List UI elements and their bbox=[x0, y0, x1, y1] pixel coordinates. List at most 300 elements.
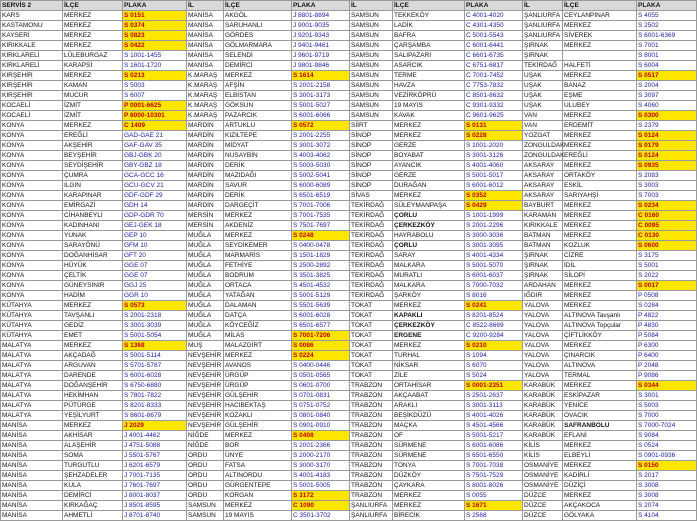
district-cell: AHMETLİ bbox=[63, 511, 123, 521]
district-cell: SEYDİŞEHİR bbox=[63, 161, 123, 171]
province-cell: KONYA bbox=[1, 181, 63, 191]
district-cell: SÜLEYMANPAŞA bbox=[393, 201, 465, 211]
province-cell: ORDU bbox=[187, 451, 224, 461]
district-cell: KADİRLİ bbox=[563, 471, 637, 481]
district-cell: MERKEZ bbox=[563, 201, 637, 211]
district-cell: GERZE bbox=[393, 171, 465, 181]
plate-cell: S 1001-1455 bbox=[123, 51, 187, 61]
district-cell: ESKİPAZAR bbox=[563, 391, 637, 401]
province-cell: KARABÜK bbox=[523, 391, 563, 401]
plate-cell: J 4001-4462 bbox=[123, 431, 187, 441]
district-cell: ÇORLU bbox=[393, 241, 465, 251]
plate-cell: S 1614 bbox=[292, 71, 350, 81]
plate-cell: S 0086 bbox=[292, 341, 350, 351]
plate-cell: C 4301-4350 bbox=[465, 21, 523, 31]
plate-cell: S 3000-3170 bbox=[292, 461, 350, 471]
plate-cell: J 8501-8595 bbox=[123, 501, 187, 511]
province-cell: NEVŞEHİR bbox=[187, 381, 224, 391]
district-cell: DARGEÇİT bbox=[224, 201, 292, 211]
province-cell: KARABÜK bbox=[523, 411, 563, 421]
province-cell: ŞANLIURFA bbox=[350, 511, 393, 521]
district-cell: İZMİT bbox=[63, 111, 123, 121]
province-cell: SİNOP bbox=[350, 131, 393, 141]
district-cell: ULUBEY bbox=[563, 101, 637, 111]
district-cell: KAPAKLI bbox=[393, 311, 465, 321]
province-cell: ZONGULDAK bbox=[524, 142, 565, 149]
province-cell: TEKİRDAĞ bbox=[350, 261, 393, 271]
province-cell: ORDU bbox=[187, 491, 224, 501]
plate-cell: S 1501-1829 bbox=[292, 251, 350, 261]
district-cell: MERKEZ bbox=[63, 301, 123, 311]
province-cell: TOKAT bbox=[350, 301, 393, 311]
province-cell: MANİSA bbox=[187, 11, 224, 21]
plate-cell: J 9001-9035 bbox=[292, 21, 350, 31]
district-cell: SALIPAZARI bbox=[393, 51, 465, 61]
plate-cell: S 0224 bbox=[292, 351, 350, 361]
table-row bbox=[1, 51, 697, 61]
plate-cell: S 3175 bbox=[637, 251, 697, 261]
province-cell: ŞANLIURFA bbox=[523, 21, 563, 31]
district-cell: YUNAK bbox=[63, 231, 123, 241]
district-cell: HÜYÜK bbox=[63, 261, 123, 271]
district-cell: SARUHANLI bbox=[224, 21, 292, 31]
province-cell: KIRIKKALE bbox=[1, 41, 63, 51]
province-cell: KARABÜK bbox=[523, 381, 563, 391]
district-cell: ORTAKÖY bbox=[563, 171, 637, 181]
district-cell: MERKEZ bbox=[563, 141, 637, 151]
province-cell: SAMSUN bbox=[350, 11, 393, 21]
plate-cell: C 9200-9284 bbox=[465, 331, 523, 341]
column-header: SERVİS 2 bbox=[1, 1, 63, 11]
table-row bbox=[1, 341, 697, 351]
plate-cell: S 5001-5027 bbox=[292, 101, 350, 111]
plate-cell: S 0151 bbox=[123, 11, 187, 21]
district-cell: ALAŞEHİR bbox=[63, 441, 123, 451]
plate-cell: C 6001-6441 bbox=[465, 41, 523, 51]
district-cell: KAVAK bbox=[393, 111, 465, 121]
plate-cell: S 7001-7006 bbox=[292, 201, 350, 211]
district-cell: EMİRGAZİ bbox=[63, 201, 123, 211]
plate-cell: S 1001-2020 bbox=[465, 141, 523, 151]
table-row bbox=[1, 381, 697, 391]
plate-cell: P 4822 bbox=[637, 311, 697, 321]
province-cell: KONYA bbox=[1, 231, 63, 241]
table-row bbox=[1, 121, 697, 131]
plate-cell: S 3172 bbox=[292, 491, 350, 501]
province-cell: TRABZON bbox=[350, 411, 393, 421]
plate-cell: S 5001-5129 bbox=[292, 291, 350, 301]
table-row bbox=[1, 431, 697, 441]
district-cell: GERZE bbox=[393, 141, 465, 151]
plate-cell: S 1368 bbox=[123, 341, 187, 351]
plate-cell: C 0095 bbox=[637, 221, 697, 231]
district-cell: LÜLEBURGAZ bbox=[63, 51, 123, 61]
plate-cell: S 5001-5054 bbox=[123, 331, 187, 341]
district-cell: BOYABAT bbox=[393, 151, 465, 161]
province-cell: SİİRT bbox=[350, 121, 393, 131]
district-cell: MERKEZ bbox=[563, 231, 637, 241]
table-row bbox=[1, 21, 697, 31]
plate-cell: S 0517 bbox=[637, 71, 697, 81]
plate-cell: S 2022 bbox=[637, 271, 697, 281]
province-cell: BATMAN bbox=[523, 241, 563, 251]
province-cell: MANİSA bbox=[187, 21, 224, 31]
table-row bbox=[1, 331, 697, 341]
plate-cell: S 4060 bbox=[637, 101, 697, 111]
plate-cell: J 7001-7135 bbox=[123, 471, 187, 481]
plate-cell: S 5002-5041 bbox=[292, 171, 350, 181]
province-cell: KARAMAN bbox=[523, 211, 563, 221]
plate-cell: S 0400-0446 bbox=[292, 361, 350, 371]
plate-cell: S 7003 bbox=[637, 191, 697, 201]
plate-cell: J 9601-9719 bbox=[292, 51, 350, 61]
district-cell: BİRECİK bbox=[393, 511, 465, 521]
province-cell: TEKİRDAĞ bbox=[350, 281, 393, 291]
district-cell: MERKEZ bbox=[224, 231, 292, 241]
province-cell: AKSARAY bbox=[523, 171, 563, 181]
table-row bbox=[1, 71, 697, 81]
district-cell: AKÇAKOCA bbox=[563, 501, 637, 511]
plate-cell: S 7001-7038 bbox=[465, 461, 523, 471]
province-cell: DÜZCE bbox=[523, 491, 563, 501]
plate-cell: S 7501-7529 bbox=[465, 471, 523, 481]
province-cell: MANİSA bbox=[187, 31, 224, 41]
district-cell: MİDYAT bbox=[224, 141, 292, 151]
district-cell: MERKEZ bbox=[63, 41, 123, 51]
plate-cell: S 0213 bbox=[123, 71, 187, 81]
table-row bbox=[1, 461, 697, 471]
province-cell: MUĞLA bbox=[187, 291, 224, 301]
plate-cell: S 0408 bbox=[292, 431, 350, 441]
plate-cell: S 0179 bbox=[637, 141, 697, 151]
district-cell: ELBEYLİ bbox=[563, 451, 637, 461]
province-cell: KİLİS bbox=[523, 441, 563, 451]
province-cell: TEKİRDAĞ bbox=[350, 291, 393, 301]
province-cell: UŞAK bbox=[523, 101, 563, 111]
district-cell: KARAPINAR bbox=[63, 191, 123, 201]
district-cell: MERKEZ bbox=[63, 21, 123, 31]
table-row bbox=[1, 401, 697, 411]
plate-cell: J 9201-9343 bbox=[292, 31, 350, 41]
province-cell: TRABZON bbox=[350, 451, 393, 461]
district-cell: MERKEZ bbox=[563, 441, 637, 451]
district-cell: MERKEZ bbox=[393, 491, 465, 501]
plate-cell: S 0017 bbox=[637, 281, 697, 291]
province-cell: KOCAELİ bbox=[1, 111, 63, 121]
district-cell: EREĞLİ bbox=[63, 131, 123, 141]
district-cell: EREĞLİ bbox=[563, 151, 637, 161]
province-cell: YOZGAT bbox=[523, 131, 563, 141]
plate-cell: S 7000 bbox=[637, 411, 697, 421]
province-cell: TEKİRDAĞ bbox=[350, 231, 393, 241]
province-cell: MUĞLA bbox=[187, 231, 224, 241]
plate-cell: S 0400-0478 bbox=[292, 241, 350, 251]
district-cell: ÇARŞAMBA bbox=[393, 41, 465, 51]
district-cell: ÇERKEZKÖY bbox=[393, 221, 465, 231]
province-cell: ŞIRNAK bbox=[523, 271, 563, 281]
province-cell: SAMSUN bbox=[350, 71, 393, 81]
plate-cell: S 4001-4183 bbox=[292, 471, 350, 481]
plate-cell: S 0572 bbox=[292, 121, 350, 131]
plate-cell: S 0935 bbox=[637, 161, 697, 171]
province-cell: ŞANLIURFA bbox=[523, 31, 563, 41]
province-cell: TEKİRDAĞ bbox=[350, 221, 393, 231]
district-cell: DOĞANŞEHİR bbox=[63, 381, 123, 391]
province-cell: VAN bbox=[523, 121, 563, 131]
province-cell: NİĞDE bbox=[187, 441, 224, 451]
district-cell: DATÇA bbox=[224, 311, 292, 321]
plate-cell: S 4001-4026 bbox=[465, 411, 523, 421]
province-cell: MANİSA bbox=[187, 51, 224, 61]
province-cell: NEVŞEHİR bbox=[187, 391, 224, 401]
province-cell: MARDİN bbox=[187, 141, 224, 151]
province-cell: TEKİRDAĞ bbox=[350, 201, 393, 211]
column-header: PLAKA bbox=[465, 1, 523, 11]
plate-cell: P 0001-6625 bbox=[123, 101, 187, 111]
district-cell: ÇORLU bbox=[393, 211, 465, 221]
province-cell: UŞAK bbox=[523, 91, 563, 101]
plate-cell: S 7000-7024 bbox=[637, 421, 697, 431]
table-row bbox=[1, 151, 697, 161]
table-row bbox=[1, 171, 697, 181]
province-cell: KONYA bbox=[1, 221, 63, 231]
province-cell: KIRŞEHİR bbox=[1, 81, 63, 91]
district-cell: TONYA bbox=[393, 461, 465, 471]
column-header: PLAKA bbox=[123, 1, 187, 11]
plate-cell: S 2001-2255 bbox=[292, 131, 350, 141]
province-cell: SİVAS bbox=[350, 191, 393, 201]
plate-cell: GDP-GDR 70 bbox=[123, 211, 187, 221]
district-cell: MERKEZ bbox=[63, 121, 123, 131]
table-row bbox=[1, 61, 697, 71]
district-cell: MERKEZ bbox=[224, 431, 292, 441]
district-cell: ERDEMİT bbox=[563, 121, 637, 131]
plate-cell: S 8001-8026 bbox=[465, 481, 523, 491]
province-cell: TEKİRDAĞ bbox=[350, 211, 393, 221]
plate-cell: S 6001-6086 bbox=[465, 441, 523, 451]
plate-cell: S 5701-5787 bbox=[123, 361, 187, 371]
province-cell: MANİSA bbox=[187, 41, 224, 51]
plate-cell: S 3001 bbox=[637, 391, 697, 401]
plate-cell: S 5001-5070 bbox=[465, 261, 523, 271]
province-cell: ŞIRNAK bbox=[523, 261, 563, 271]
district-cell: AKÇAABAT bbox=[393, 391, 465, 401]
table-row bbox=[1, 221, 697, 231]
province-cell: MERSİN bbox=[187, 211, 224, 221]
table-row bbox=[1, 281, 697, 291]
province-cell: TRABZON bbox=[350, 471, 393, 481]
table-row bbox=[1, 181, 697, 191]
province-cell: MANİSA bbox=[1, 421, 63, 431]
district-cell: MERKEZ bbox=[63, 11, 123, 21]
district-cell: PÜTÜRGE bbox=[63, 401, 123, 411]
province-cell: NİĞDE bbox=[187, 431, 224, 441]
district-cell: SÜRMENE bbox=[393, 441, 465, 451]
plate-cell: GEJ-GEK 18 bbox=[123, 221, 187, 231]
district-cell: MERKEZ bbox=[393, 131, 465, 141]
plate-cell: S 1094 bbox=[465, 351, 523, 361]
province-cell: MALATYA bbox=[1, 391, 63, 401]
district-cell: HALFETİ bbox=[563, 61, 637, 71]
plate-cell: S 2083 bbox=[637, 171, 697, 181]
district-cell: HACIBEKTAŞ bbox=[224, 401, 292, 411]
plate-cell: S 0210 bbox=[465, 341, 523, 351]
table-row bbox=[1, 411, 697, 421]
plate-cell: J 9401-9461 bbox=[292, 41, 350, 51]
plate-cell: S 7001-7535 bbox=[292, 211, 350, 221]
district-cell: SİVEREK bbox=[563, 31, 637, 41]
district-cell: KADINHANI bbox=[63, 221, 123, 231]
district-cell: YENİCE bbox=[563, 401, 637, 411]
plate-cell: P 2048 bbox=[637, 361, 697, 371]
district-cell: ARAKLI bbox=[393, 401, 465, 411]
plate-cell: S 0284 bbox=[637, 301, 697, 311]
province-cell: ŞIRNAK bbox=[523, 41, 563, 51]
district-cell: ÇAYKARA bbox=[393, 481, 465, 491]
province-cell: KONYA bbox=[1, 211, 63, 221]
district-cell: MERKEZ bbox=[563, 381, 637, 391]
province-cell: UŞAK bbox=[523, 81, 563, 91]
province-cell: KIRIKKALE bbox=[523, 221, 563, 231]
district-cell: ÜRGÜP bbox=[224, 381, 292, 391]
district-cell: KIZILTEPE bbox=[224, 131, 292, 141]
plate-cell: S 0241 bbox=[465, 301, 523, 311]
district-cell: MERKEZ bbox=[563, 291, 637, 301]
plate-cell: GBJ-GBK 20 bbox=[123, 151, 187, 161]
district-cell: SÜRMENE bbox=[393, 451, 465, 461]
province-cell: ORDU bbox=[187, 471, 224, 481]
district-cell: MERKEZ bbox=[563, 221, 637, 231]
district-cell: MERKEZ bbox=[393, 121, 465, 131]
plate-cell: S 4104 bbox=[637, 511, 697, 521]
province-cell: SAMSUN bbox=[350, 91, 393, 101]
plate-cell: S 3001-3173 bbox=[292, 91, 350, 101]
plate-cell: S 5024 bbox=[465, 371, 523, 381]
table-row bbox=[1, 301, 697, 311]
district-cell: ÜNYE bbox=[224, 451, 292, 461]
district-cell: GÜLŞEHİR bbox=[224, 391, 292, 401]
plate-cell: C 0130 bbox=[637, 231, 697, 241]
province-cell: MANİSA bbox=[1, 491, 63, 501]
plate-cell: S 0228 bbox=[465, 131, 523, 141]
province-cell: MANİSA bbox=[1, 441, 63, 451]
province-cell: MALATYA bbox=[1, 411, 63, 421]
plate-cell: S 0001-2351 bbox=[465, 381, 523, 391]
district-cell: MERKEZ bbox=[563, 211, 637, 221]
plate-cell: S 6000-6089 bbox=[292, 181, 350, 191]
plate-cell: S 6004 bbox=[637, 61, 697, 71]
plate-cell: S 5001-5114 bbox=[123, 351, 187, 361]
province-cell: DÜZCE bbox=[523, 501, 563, 511]
table-row bbox=[1, 351, 697, 361]
district-cell: MERKEZ bbox=[563, 161, 637, 171]
district-cell: SİLOPİ bbox=[563, 271, 637, 281]
plate-cell: S 3008 bbox=[637, 481, 697, 491]
province-cell: MANİSA bbox=[1, 461, 63, 471]
province-cell: MANİSA bbox=[1, 511, 63, 521]
district-cell: GÜLŞEHİR bbox=[224, 421, 292, 431]
province-cell: YALOVA bbox=[523, 311, 563, 321]
district-cell: DURAĞAN bbox=[393, 181, 465, 191]
plate-cell: J 8001-8037 bbox=[123, 491, 187, 501]
province-cell: KONYA bbox=[1, 261, 63, 271]
province-cell: SAMSUN bbox=[187, 511, 224, 521]
plate-cell: S 0901-0936 bbox=[637, 451, 697, 461]
district-cell: MALKARA bbox=[393, 261, 465, 271]
province-cell: BATMAN bbox=[523, 231, 563, 241]
district-cell: DERİK bbox=[224, 161, 292, 171]
table-row bbox=[1, 81, 697, 91]
district-cell: ORTAHİSAR bbox=[393, 381, 465, 391]
column-header: PLAKA bbox=[637, 1, 697, 11]
plate-cell: GFM 10 bbox=[123, 241, 187, 251]
province-cell: MUĞLA bbox=[187, 301, 224, 311]
province-cell: SAMSUN bbox=[350, 21, 393, 31]
province-cell: KONYA bbox=[1, 241, 63, 251]
district-cell: NİKSAR bbox=[393, 361, 465, 371]
province-cell: KONYA bbox=[1, 151, 63, 161]
district-cell: SARAYÖNÜ bbox=[63, 241, 123, 251]
plate-cell: S 2001-2318 bbox=[123, 311, 187, 321]
plate-cell: S 0055 bbox=[465, 491, 523, 501]
plate-cell: C 9601-9625 bbox=[465, 111, 523, 121]
district-cell: DÜZİÇİ bbox=[563, 481, 637, 491]
district-cell: HEKİMHAN bbox=[63, 391, 123, 401]
plate-cell: C 3501-3702 bbox=[292, 511, 350, 521]
plate-cell: GDF-GDF 29 bbox=[123, 191, 187, 201]
plate-cell: GCU-GCV 21 bbox=[123, 181, 187, 191]
plate-cell: S 6001-6369 bbox=[637, 31, 697, 41]
table-row bbox=[1, 501, 697, 511]
province-cell: MUŞ bbox=[187, 341, 224, 351]
province-cell: TRABZON bbox=[350, 431, 393, 441]
province-cell: TOKAT bbox=[350, 321, 393, 331]
district-cell: NUSAYBİN bbox=[224, 151, 292, 161]
plate-cell: J 2029 bbox=[123, 421, 187, 431]
plate-cell: S 3001-3113 bbox=[465, 401, 523, 411]
plate-cell: C 1409 bbox=[123, 121, 187, 131]
plate-cell: S 2074 bbox=[637, 501, 697, 511]
district-cell: KARAPSİ bbox=[63, 61, 123, 71]
plate-cell: S 0344 bbox=[637, 381, 697, 391]
province-cell: AKSARAY bbox=[523, 181, 563, 191]
district-cell: LADİK bbox=[393, 21, 465, 31]
district-cell: MERKEZ bbox=[393, 191, 465, 201]
province-cell: ORDU bbox=[187, 481, 224, 491]
district-cell: MERKEZ bbox=[224, 351, 292, 361]
table-row bbox=[1, 31, 697, 41]
district-cell: MERKEZ bbox=[563, 21, 637, 31]
district-cell: SAVUR bbox=[224, 181, 292, 191]
district-cell: MUCUR bbox=[63, 91, 123, 101]
province-cell: MANİSA bbox=[1, 481, 63, 491]
province-cell: SAMSUN bbox=[350, 81, 393, 91]
province-cell: KARS bbox=[1, 11, 63, 21]
province-cell: VAN bbox=[523, 111, 563, 121]
table-row bbox=[1, 471, 697, 481]
table-row bbox=[1, 441, 697, 451]
district-cell: AKGÖL bbox=[224, 11, 292, 21]
province-cell: NEVŞEHİR bbox=[187, 371, 224, 381]
plate-cell: P 4830 bbox=[637, 321, 697, 331]
plate-cell: S 7000-7032 bbox=[465, 281, 523, 291]
district-cell: ÜRGÜP bbox=[224, 371, 292, 381]
plate-cell: S 0429 bbox=[465, 201, 523, 211]
province-cell: ŞIRNAK bbox=[523, 251, 563, 261]
plate-cell: S 5501-5639 bbox=[292, 301, 350, 311]
plate-cell: C 6601-6735 bbox=[465, 51, 523, 61]
province-cell: KONYA bbox=[1, 131, 63, 141]
